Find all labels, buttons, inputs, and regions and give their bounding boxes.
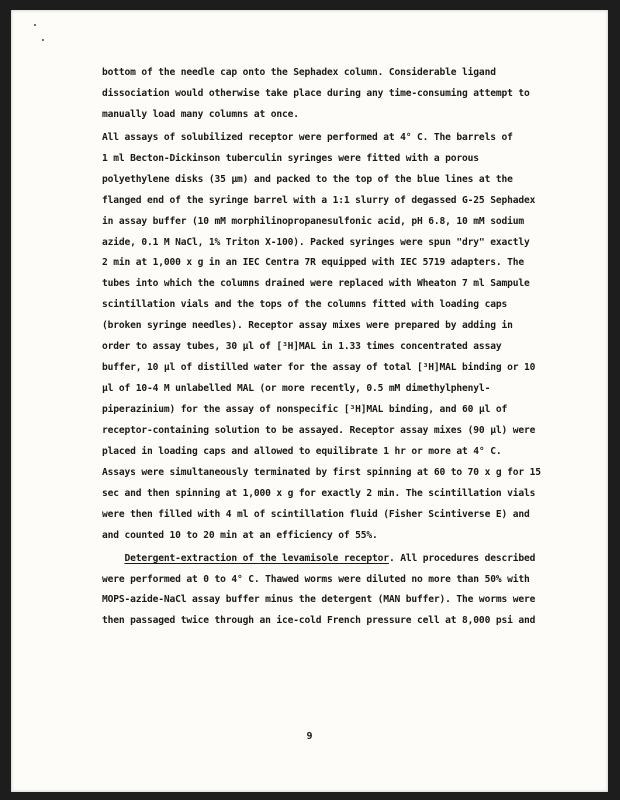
text-line: receptor-containing solution to be assayed. Receptor assay mixes (90 μl) were [102, 424, 536, 436]
text-line: azide, 0.1 M NaCl, 1% Triton X-100). Packed syringes were spun "dry" exactly [102, 236, 530, 248]
text-line: Assays were simultaneously terminated by first spinning at 60 to 70 x g for 15 [102, 466, 541, 478]
scan-speck [34, 24, 36, 26]
text-line: manually load many columns at once. [102, 108, 299, 120]
text-line: μl of 10-4 M unlabelled MAL (or more recently, 0.5 mM dimethylphenyl- [102, 383, 491, 395]
text-line: 1 ml Becton-Dickinson tuberculin syringes were fitted with a porous [102, 152, 479, 164]
paragraph-continuation [102, 63, 568, 126]
text-line: tubes into which the columns drained were replaced with Wheaton 7 ml Sampule [102, 278, 530, 290]
section-heading: Detergent-extraction of the levamisole receptor [124, 552, 389, 564]
text-line: placed in loading caps and allowed to equilibrate 1 hr or more at 4° C. [102, 445, 502, 457]
text-line [102, 549, 568, 570]
text-line: order to assay tubes, 30 μl of [³H]MAL in 1.33 times concentrated assay [102, 341, 502, 353]
text-line: buffer, 10 μl of distilled water for the assay of total [³H]MAL binding or 10 [102, 362, 536, 374]
text-line: sec and then spinning at 1,000 x g for exactly 2 min. The scintillation vials [102, 487, 536, 499]
text-line: dissociation would otherwise take place during any time-consuming attempt to [102, 87, 530, 99]
text-line: 2 min at 1,000 x g in an IEC Centra 7R equipped with IEC 5719 adapters. The [102, 257, 524, 269]
text-line: flanged end of the syringe barrel with a 1:1 slurry of degassed G-25 Sephadex [102, 194, 536, 206]
paragraph-assays [102, 128, 568, 547]
text-line: bottom of the needle cap onto the Sephadex column. Considerable ligand [102, 67, 496, 78]
text-line: were performed at 0 to 4° C. Thawed worms were diluted no more than 50% with [102, 573, 530, 585]
heading-tail: . All procedures described [388, 552, 536, 564]
paragraph-detergent-extraction [102, 549, 568, 633]
text-line: were then filled with 4 ml of scintillation fluid (Fisher Scintiverse E) and [102, 508, 530, 520]
text-line: then passaged twice through an ice-cold French pressure cell at 8,000 psi and [102, 615, 536, 627]
text-line: in assay buffer (10 mM morphilinopropanesulfonic acid, pH 6.8, 10 mM sodium [102, 215, 524, 227]
page-number: 9 [306, 731, 313, 742]
text-line: and counted 10 to 20 min at an efficiency of 55%. [102, 529, 378, 541]
document-page [11, 10, 608, 792]
text-line: polyethylene disks (35 μm) and packed to the top of the blue lines at the [102, 173, 513, 185]
text-line: (broken syringe needles). Receptor assay mixes were prepared by adding in [102, 320, 513, 332]
text-line: All assays of solubilized receptor were performed at 4° C. The barrels of [102, 131, 513, 143]
body-text [102, 63, 568, 632]
text-line: scintillation vials and the tops of the columns fitted with loading caps [102, 299, 508, 311]
text-line: MOPS-azide-NaCl assay buffer minus the detergent (MAN buffer). The worms were [102, 594, 536, 606]
text-line: piperazinium) for the assay of nonspecific [³H]MAL binding, and 60 μl of [102, 404, 508, 415]
scan-speck [42, 39, 44, 41]
